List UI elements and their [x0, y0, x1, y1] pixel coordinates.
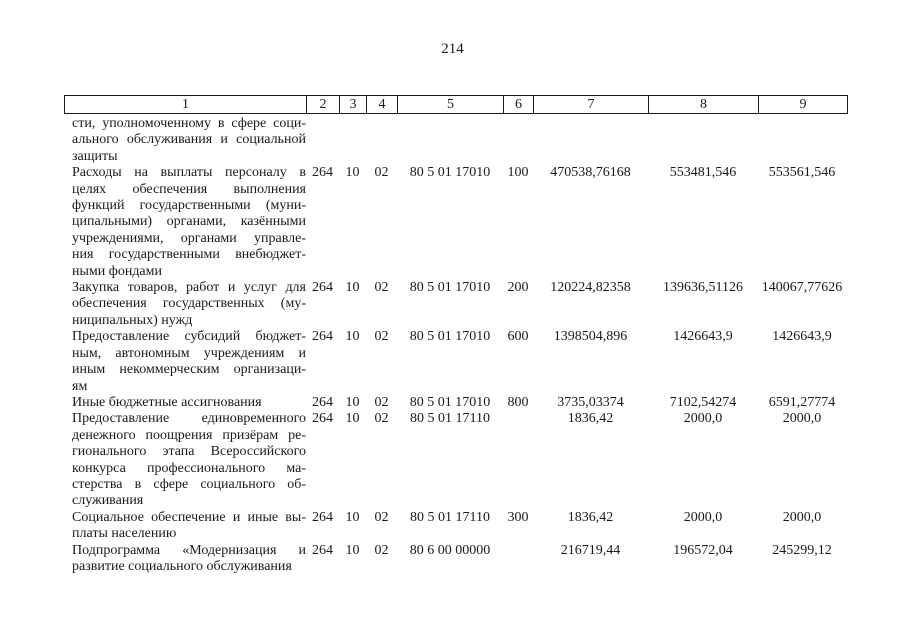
amount-col-7: 3735,03374 [557, 394, 624, 410]
description-line: Иные бюджетные ассигнования [72, 394, 262, 410]
description-line: учреждениями, органами управле- [72, 230, 306, 246]
section-code: 10 [345, 394, 360, 410]
target-article-code: 80 6 00 00000 [409, 542, 491, 558]
header-col-8: 8 [649, 96, 759, 113]
amount-col-9: 553561,546 [768, 165, 836, 181]
expense-type-code: 200 [507, 280, 529, 296]
description-line: обеспечения государственных (му- [72, 296, 306, 312]
table-body [64, 116, 846, 575]
amount-col-8: 1426643,9 [673, 329, 733, 345]
subsection-code: 02 [374, 542, 389, 558]
table-row [64, 411, 846, 509]
section-code: 10 [345, 411, 360, 427]
target-article-code: 80 5 01 17010 [409, 329, 491, 345]
table-row [64, 280, 846, 329]
description-line: Закупка товаров, работ и услуг для [72, 280, 306, 296]
description-line: ципальными) органами, казёнными [72, 214, 306, 230]
description-line: ниципальных) нужд [72, 312, 193, 328]
section-code: 10 [345, 542, 360, 558]
description-line: ния государственными внебюджет- [72, 247, 306, 263]
target-article-code: 80 5 01 17110 [410, 411, 490, 427]
description-line: ям [72, 378, 88, 394]
description-line: развитие социального обслуживания [72, 558, 292, 574]
amount-col-7: 1836,42 [567, 411, 614, 427]
table-row [64, 329, 846, 395]
amount-col-9: 245299,12 [772, 542, 832, 558]
section-code: 10 [345, 165, 360, 181]
description-line: Подпрограмма «Модернизация и [72, 542, 306, 558]
description-line: Расходы на выплаты персоналу в [72, 165, 306, 181]
amount-col-9: 6591,27774 [768, 394, 836, 410]
ministry-code: 264 [312, 329, 333, 345]
header-col-7: 7 [534, 96, 649, 113]
description-line: ального обслуживания и социальной [72, 132, 306, 148]
description-line: иным некоммерческим организаци- [72, 362, 306, 378]
description-line: защиты [72, 148, 118, 164]
subsection-code: 02 [374, 411, 389, 427]
description-line: гионального этапа Всероссийского [72, 444, 306, 460]
ministry-code: 264 [312, 165, 333, 181]
table-row [64, 116, 846, 165]
ministry-code: 264 [312, 394, 333, 410]
expense-type-code: 100 [507, 165, 529, 181]
amount-col-7: 216719,44 [560, 542, 621, 558]
description-line: служивания [72, 493, 144, 509]
target-article-code: 80 5 01 17010 [409, 394, 491, 410]
description-line: Социальное обеспечение и иные вы- [72, 509, 306, 525]
row-description [64, 411, 306, 509]
section-code: 10 [345, 509, 360, 525]
description-line: сти, уполномоченному в сфере соци- [72, 116, 306, 131]
header-col-1: 1 [65, 96, 307, 113]
amount-col-8: 7102,54274 [669, 394, 737, 410]
expense-type-code: 800 [507, 394, 529, 410]
subsection-code: 02 [374, 280, 389, 296]
amount-col-9: 1426643,9 [772, 329, 832, 345]
table-header [64, 95, 848, 114]
table-row [64, 395, 846, 411]
description-line: Предоставление субсидий бюджет- [72, 329, 306, 345]
description-line: стерства в сфере социального об- [72, 476, 306, 492]
amount-col-9: 2000,0 [782, 509, 822, 525]
row-description [64, 510, 306, 543]
table-row [64, 510, 846, 543]
row-description [64, 116, 306, 165]
description-line: целях обеспечения выполнения [72, 181, 306, 197]
header-col-2: 2 [307, 96, 340, 113]
ministry-code: 264 [312, 509, 333, 525]
ministry-code: 264 [312, 280, 333, 296]
ministry-code: 264 [312, 542, 333, 558]
description-line: ным, автономным учреждениям и [72, 345, 306, 361]
page-number: 214 [441, 41, 464, 57]
amount-col-7: 120224,82358 [550, 280, 631, 296]
description-line: денежного поощрения призёрам ре- [72, 427, 306, 443]
subsection-code: 02 [374, 394, 389, 410]
header-col-3: 3 [340, 96, 367, 113]
header-col-5: 5 [398, 96, 504, 113]
amount-col-8: 196572,04 [673, 542, 733, 558]
header-col-9: 9 [799, 97, 807, 112]
description-line: конкурса профессионального ма- [72, 460, 306, 476]
expense-type-code: 600 [507, 329, 529, 345]
row-description [64, 165, 306, 280]
description-line: Предоставление единовременного [72, 411, 306, 427]
row-description [64, 329, 306, 395]
amount-col-8: 553481,546 [669, 165, 737, 181]
table-row [64, 165, 846, 280]
subsection-code: 02 [374, 509, 389, 525]
ministry-code: 264 [312, 411, 333, 427]
subsection-code: 02 [374, 165, 389, 181]
amount-col-9: 140067,77626 [761, 280, 843, 296]
expense-type-code: 300 [507, 509, 529, 525]
section-code: 10 [345, 329, 360, 345]
description-line: функций государственными (муни- [72, 198, 306, 214]
amount-col-7: 1836,42 [567, 509, 614, 525]
amount-col-9: 2000,0 [782, 411, 822, 427]
section-code: 10 [345, 280, 360, 296]
target-article-code: 80 5 01 17010 [409, 165, 491, 181]
subsection-code: 02 [374, 329, 389, 345]
row-description [64, 543, 306, 576]
amount-col-8: 139636,51126 [663, 280, 743, 296]
amount-col-7: 1398504,896 [553, 329, 628, 345]
header-col-4: 4 [367, 96, 398, 113]
amount-col-8: 2000,0 [683, 509, 723, 525]
header-col-6: 6 [504, 96, 534, 113]
amount-col-8: 2000,0 [683, 411, 723, 427]
row-description [64, 395, 306, 411]
target-article-code: 80 5 01 17110 [410, 509, 490, 525]
table-row [64, 543, 846, 576]
description-line: платы населению [72, 526, 177, 542]
description-line: ными фондами [72, 263, 163, 279]
target-article-code: 80 5 01 17010 [409, 280, 491, 296]
amount-col-7: 470538,76168 [550, 165, 631, 181]
row-description [64, 280, 306, 329]
